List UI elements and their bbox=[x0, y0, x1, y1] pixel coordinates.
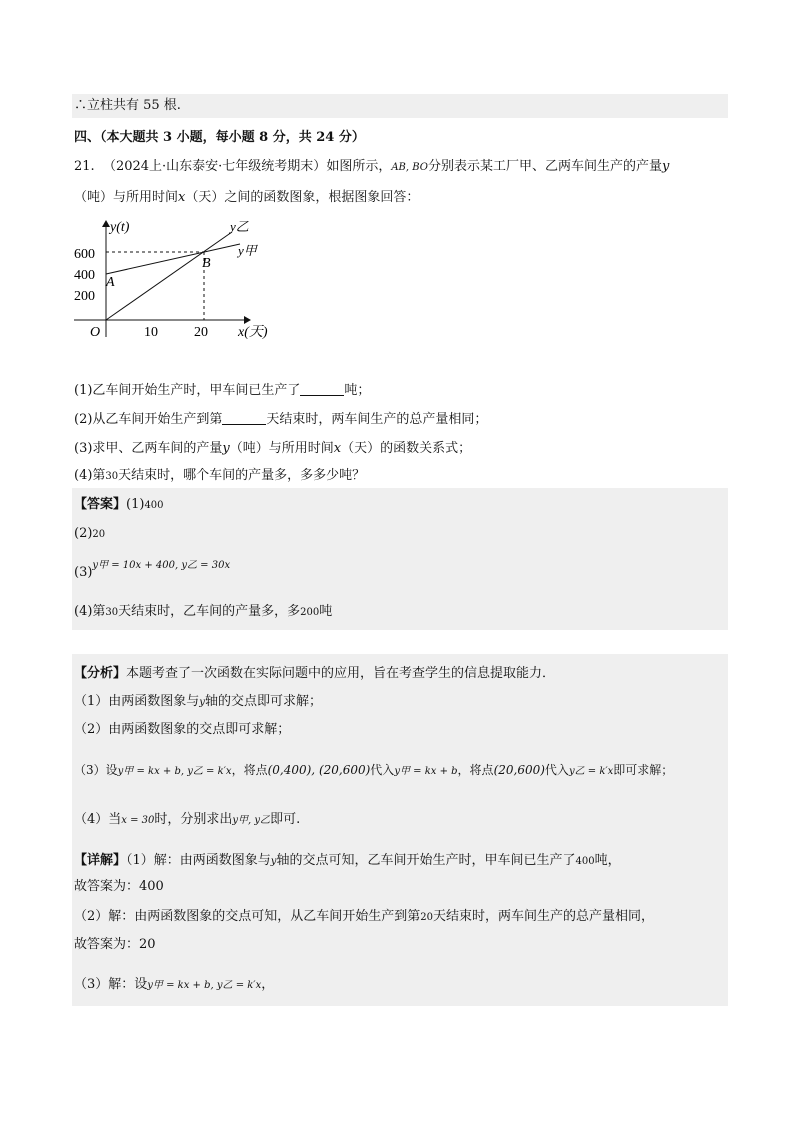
number-30: 30 bbox=[105, 471, 119, 482]
detail-text: 故答案为： bbox=[74, 937, 140, 952]
detail-label: 【详解】 bbox=[74, 853, 127, 868]
answer-line-2 bbox=[74, 525, 105, 544]
detail-text: （3）解：设 bbox=[74, 977, 148, 992]
line-jia bbox=[106, 244, 240, 274]
problem-text: 如图所示， bbox=[326, 159, 392, 174]
number-30: 30 bbox=[105, 607, 119, 618]
question-text: （天）的函数关系式； bbox=[341, 441, 472, 456]
analysis-label: 【分析】 bbox=[74, 666, 127, 681]
question-3 bbox=[74, 440, 471, 458]
detail-text: （1）解：由两函数图象与 bbox=[126, 853, 271, 868]
analysis-point: (20,600) bbox=[493, 763, 545, 777]
var-y: y bbox=[199, 697, 205, 708]
line-yi bbox=[106, 232, 232, 320]
line-jia-label: y甲 bbox=[238, 243, 257, 258]
y-tick-600: 600 bbox=[74, 247, 95, 262]
analysis-text: ，将点 bbox=[231, 763, 268, 777]
question-text: 天结束时，哪个车间的产量多，多多少吨？ bbox=[118, 468, 366, 483]
analysis-formula: y甲 = kx + b bbox=[394, 766, 458, 777]
point-b-label: B bbox=[202, 256, 211, 271]
analysis-formula: y甲, y乙 bbox=[232, 815, 271, 826]
question-text: 吨； bbox=[344, 383, 371, 398]
question-1 bbox=[74, 382, 370, 400]
var-x: x bbox=[178, 190, 186, 205]
problem-line-2 bbox=[74, 189, 419, 207]
answer-2-value: 20 bbox=[92, 529, 106, 540]
question-text: (4)第 bbox=[74, 468, 106, 483]
answer-index: (2) bbox=[74, 526, 93, 541]
answer-blank-1 bbox=[300, 383, 344, 396]
line-yi-label: y乙 bbox=[230, 219, 249, 234]
problem-text: （吨）与所用时间 bbox=[74, 190, 179, 205]
analysis-text: （1）由两函数图象与 bbox=[74, 694, 200, 709]
question-text: 天结束时，两车间生产的总产量相同； bbox=[266, 412, 488, 427]
answer-1-value: 400 bbox=[144, 500, 164, 511]
answer-4-value: 200 bbox=[300, 607, 320, 618]
var-y: y bbox=[270, 856, 277, 867]
section-header: 四、（本大题共 3 小题，每小题 8 分，共 24 分） bbox=[74, 130, 365, 145]
answer-line-1 bbox=[74, 496, 164, 515]
x-tick-20: 20 bbox=[194, 325, 208, 340]
analysis-line-3 bbox=[74, 761, 673, 781]
answer-blank-2 bbox=[222, 412, 266, 425]
answer-3-formula: y甲 = 10x + 400, y乙 = 30x bbox=[92, 560, 231, 571]
question-4 bbox=[74, 467, 365, 486]
analysis-line-4 bbox=[74, 811, 300, 830]
analysis-line-1 bbox=[74, 693, 322, 712]
analysis-text: （3）设 bbox=[74, 763, 118, 777]
detail-text: ， bbox=[261, 977, 275, 992]
detail-line-1-answer bbox=[74, 878, 164, 896]
top-line: ∴立柱共有 55 根. bbox=[74, 98, 181, 113]
analysis-text: 代入 bbox=[544, 763, 569, 777]
answer-text: (4)第 bbox=[74, 604, 106, 619]
problem-source: （2024上·山东泰安·七年级统考期末） bbox=[102, 159, 327, 174]
detail-value: 400 bbox=[575, 856, 595, 867]
question-text: (2)从乙车间开始生产到第 bbox=[74, 412, 223, 427]
analysis-text: （4）当 bbox=[74, 812, 122, 827]
var-y: y bbox=[222, 441, 230, 456]
analysis-text: 代入 bbox=[370, 763, 395, 777]
analysis-text: 时，分别求出 bbox=[154, 812, 233, 827]
detail-value: 400 bbox=[139, 879, 164, 894]
detail-text: （2）解：由两函数图象的交点可知，从乙车间开始生产到第 bbox=[74, 909, 421, 924]
detail-text: 轴的交点可知，乙车间开始生产时，甲车间已生产了 bbox=[276, 853, 576, 868]
detail-text: 吨， bbox=[594, 853, 621, 868]
analysis-line-intro bbox=[74, 665, 555, 683]
function-graph bbox=[70, 215, 290, 345]
detail-text: 故答案为： bbox=[74, 879, 140, 894]
point-a-label: A bbox=[106, 275, 115, 290]
analysis-formula: y甲 = kx + b, y乙 = k′x bbox=[117, 766, 232, 777]
analysis-points: (0,400), (20,600) bbox=[267, 763, 371, 777]
analysis-text: 即可. bbox=[270, 812, 301, 827]
var-x: x bbox=[333, 441, 342, 456]
question-text: （吨）与所用时间 bbox=[229, 441, 334, 456]
analysis-formula: x = 30 bbox=[121, 815, 155, 826]
var-y: y bbox=[662, 159, 670, 174]
problem-number: 21. bbox=[74, 159, 95, 174]
answer-line-3 bbox=[74, 556, 231, 580]
answer-text: 天结束时，乙车间的产量多，多 bbox=[118, 604, 301, 619]
origin-label: O bbox=[90, 325, 101, 340]
detail-line-3 bbox=[74, 976, 274, 995]
question-2 bbox=[74, 411, 487, 429]
x-tick-10: 10 bbox=[144, 325, 158, 340]
y-axis-label: y(t) bbox=[110, 220, 130, 235]
answer-index: (1) bbox=[126, 497, 145, 512]
x-axis-label: x(天) bbox=[238, 325, 268, 340]
detail-line-1 bbox=[74, 852, 621, 871]
problem-text: 分别表示某工厂甲、乙两车间生产的产量 bbox=[428, 159, 663, 174]
analysis-text: 轴的交点即可求解； bbox=[204, 694, 322, 709]
segments-ab-bo: AB, BO bbox=[391, 162, 428, 173]
question-text: (3)求甲、乙两车间的产量 bbox=[74, 441, 223, 456]
analysis-text: 即可求解； bbox=[613, 763, 674, 777]
detail-value: 20 bbox=[139, 937, 156, 952]
detail-text: 天结束时，两车间生产的总产量相同， bbox=[433, 909, 655, 924]
question-text: (1)乙车间开始生产时，甲车间已生产了 bbox=[74, 383, 301, 398]
analysis-formula: y乙 = k′x bbox=[568, 766, 614, 777]
analysis-text: ，将点 bbox=[457, 763, 494, 777]
answer-index: (3) bbox=[74, 565, 93, 580]
detail-formula: y甲 = kx + b, y乙 = k′x bbox=[147, 980, 262, 991]
analysis-text: 本题考查了一次函数在实际问题中的应用，旨在考查学生的信息提取能力． bbox=[126, 666, 556, 681]
problem-text: （天）之间的函数图象，根据图象回答： bbox=[185, 190, 420, 205]
problem-line-1 bbox=[74, 158, 669, 177]
detail-line-2 bbox=[74, 908, 654, 927]
answer-text: 吨 bbox=[319, 604, 333, 619]
analysis-text: （2）由两函数图象的交点即可求解； bbox=[74, 722, 291, 737]
detail-value: 20 bbox=[420, 912, 434, 923]
answer-line-4 bbox=[74, 603, 332, 622]
y-tick-400: 400 bbox=[74, 268, 95, 283]
analysis-line-2 bbox=[74, 721, 290, 739]
y-tick-200: 200 bbox=[74, 289, 95, 304]
detail-line-2-answer bbox=[74, 936, 156, 954]
answer-label: 【答案】 bbox=[74, 497, 127, 512]
